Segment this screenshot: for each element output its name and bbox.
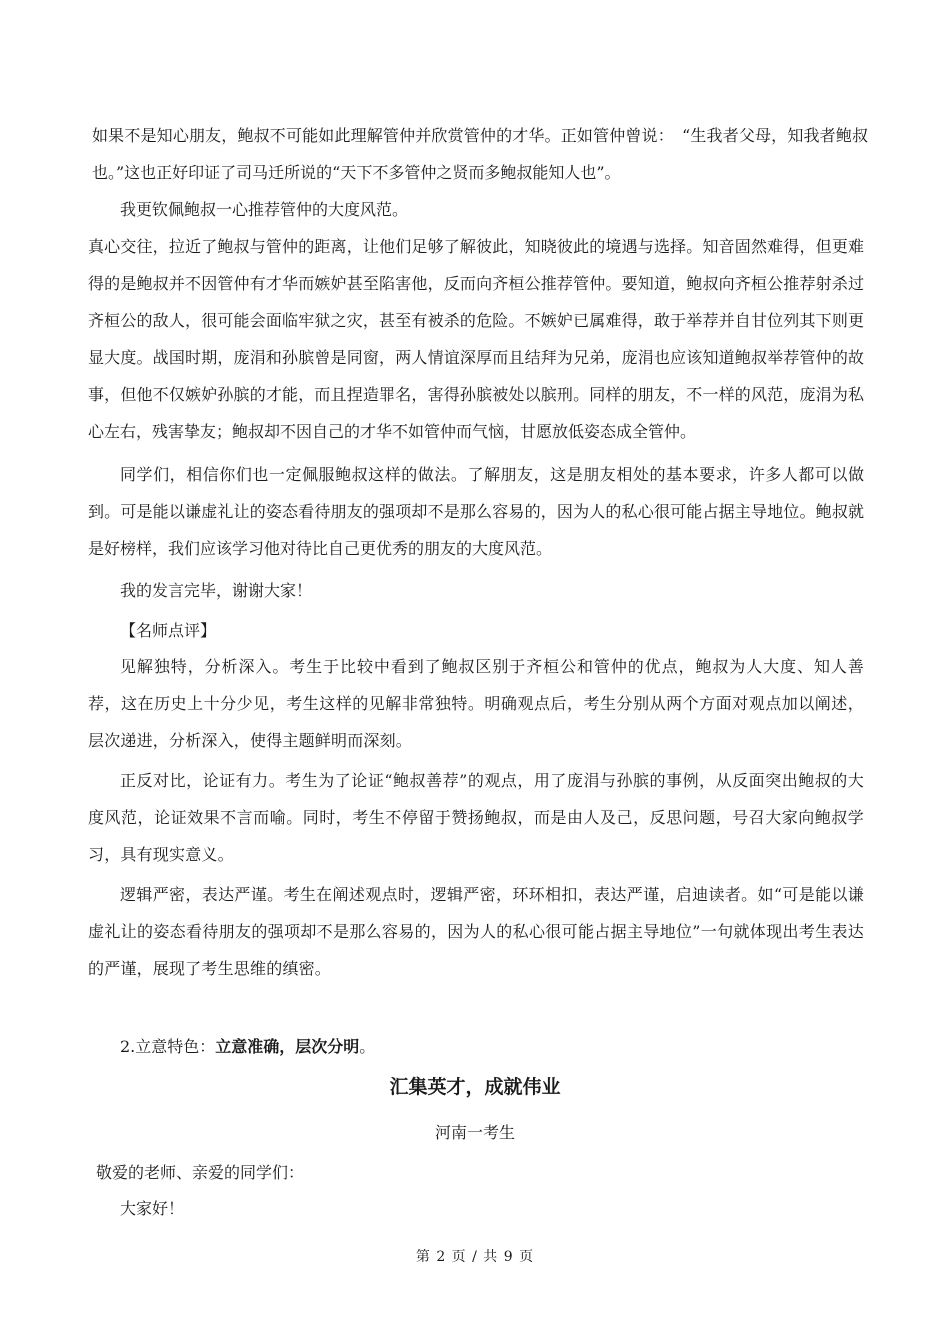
comment-heading: 【名师点评】	[120, 621, 217, 640]
section-heading	[88, 1028, 864, 1065]
paragraph-4: 同学们，相信你们也一定佩服鲍叔这样的做法。了解朋友，这是朋友相处的基本要求，许多人都可以做到。可是能以谦虚礼让的姿态看待朋友的强项却不是那么容易的，因为人的私心很可能占据主导地位。鲍叔就是好榜样，我们应该学习他对待比自己更优秀的朋友的大度风范。	[88, 465, 864, 558]
paragraph-3: 真心交往，拉近了鲍叔与管仲的距离，让他们足够了解彼此，知晓彼此的境遇与选择。知音固然难得，但更难得的是鲍叔并不因管仲有才华而嫉妒甚至陷害他，反而向齐桓公推荐管仲。要知道，鲍叔向齐桓公推荐射杀过齐桓公的敌人，很可能会面临牢狱之灾，甚至有被杀的危险。不嫉妒已属难得，敢于举荐并自甘位列其下则更显大度。战国时期，庞涓和孙膑曾是同窗，两人情谊深厚而且结拜为兄弟，庞涓也应该知道鲍叔举荐管仲的故事，但他不仅嫉妒孙膑的才能，而且捏造罪名，害得孙膑被处以膑刑。同样的朋友，不一样的风范，庞涓为私心左右，残害挚友；鲍叔却不因自己的才华不如管仲而气恼，甘愿放低姿态成全管仲。	[88, 237, 864, 441]
section-emphasis: 立意准确，层次分明	[215, 1037, 360, 1056]
paragraph-2: 我更钦佩鲍叔一心推荐管仲的大度风范。	[120, 200, 409, 219]
paragraph-1: 如果不是知心朋友，鲍叔不可能如此理解管仲并欣赏管仲的才华。正如管仲曾说： “生我者父母，知我者鲍叔也。”这也正好印证了司马迁所说的“天下不多管仲之贤而多鲍叔能知人也”。	[92, 126, 868, 182]
comment-paragraph-2: 正反对比，论证有力。考生为了论证“鲍叔善荐”的观点，用了庞涓与孙膑的事例，从反面突出鲍叔的大度风范，论证效果不言而喻。同时，考生不停留于赞扬鲍叔，而是由人及己，反思问题，号召大家向鲍叔学习，具有现实意义。	[88, 771, 864, 864]
essay-title: 汇集英才，成就伟业	[389, 1076, 561, 1098]
essay-greeting: 大家好！	[120, 1199, 185, 1218]
comment-paragraph-3: 逻辑严密，表达严谨。考生在阐述观点时，逻辑严密，环环相扣，表达严谨，启迪读者。如“可是能以谦虚礼让的姿态看待朋友的强项却不是那么容易的，因为人的私心很可能占据主导地位”一句就体现出考生表达的严谨，展现了考生思维的缜密。	[88, 885, 864, 978]
section-prefix: 2.立意特色：	[120, 1037, 216, 1056]
closing-remark: 我的发言完毕，谢谢大家！	[120, 581, 313, 600]
essay-salutation: 敬爱的老师、亲爱的同学们：	[96, 1163, 305, 1182]
essay-author: 河南一考生	[434, 1123, 515, 1142]
comment-paragraph-1: 见解独特，分析深入。考生于比较中看到了鲍叔区别于齐桓公和管仲的优点，鲍叔为人大度、知人善荐，这在历史上十分少见，考生这样的见解非常独特。明确观点后，考生分别从两个方面对观点加以阐述，层次递进，分析深入，使得主题鲜明而深刻。	[88, 657, 864, 750]
section-suffix: 。	[359, 1037, 376, 1056]
page-footer: 第 2 页 / 共 9 页	[415, 1249, 535, 1265]
